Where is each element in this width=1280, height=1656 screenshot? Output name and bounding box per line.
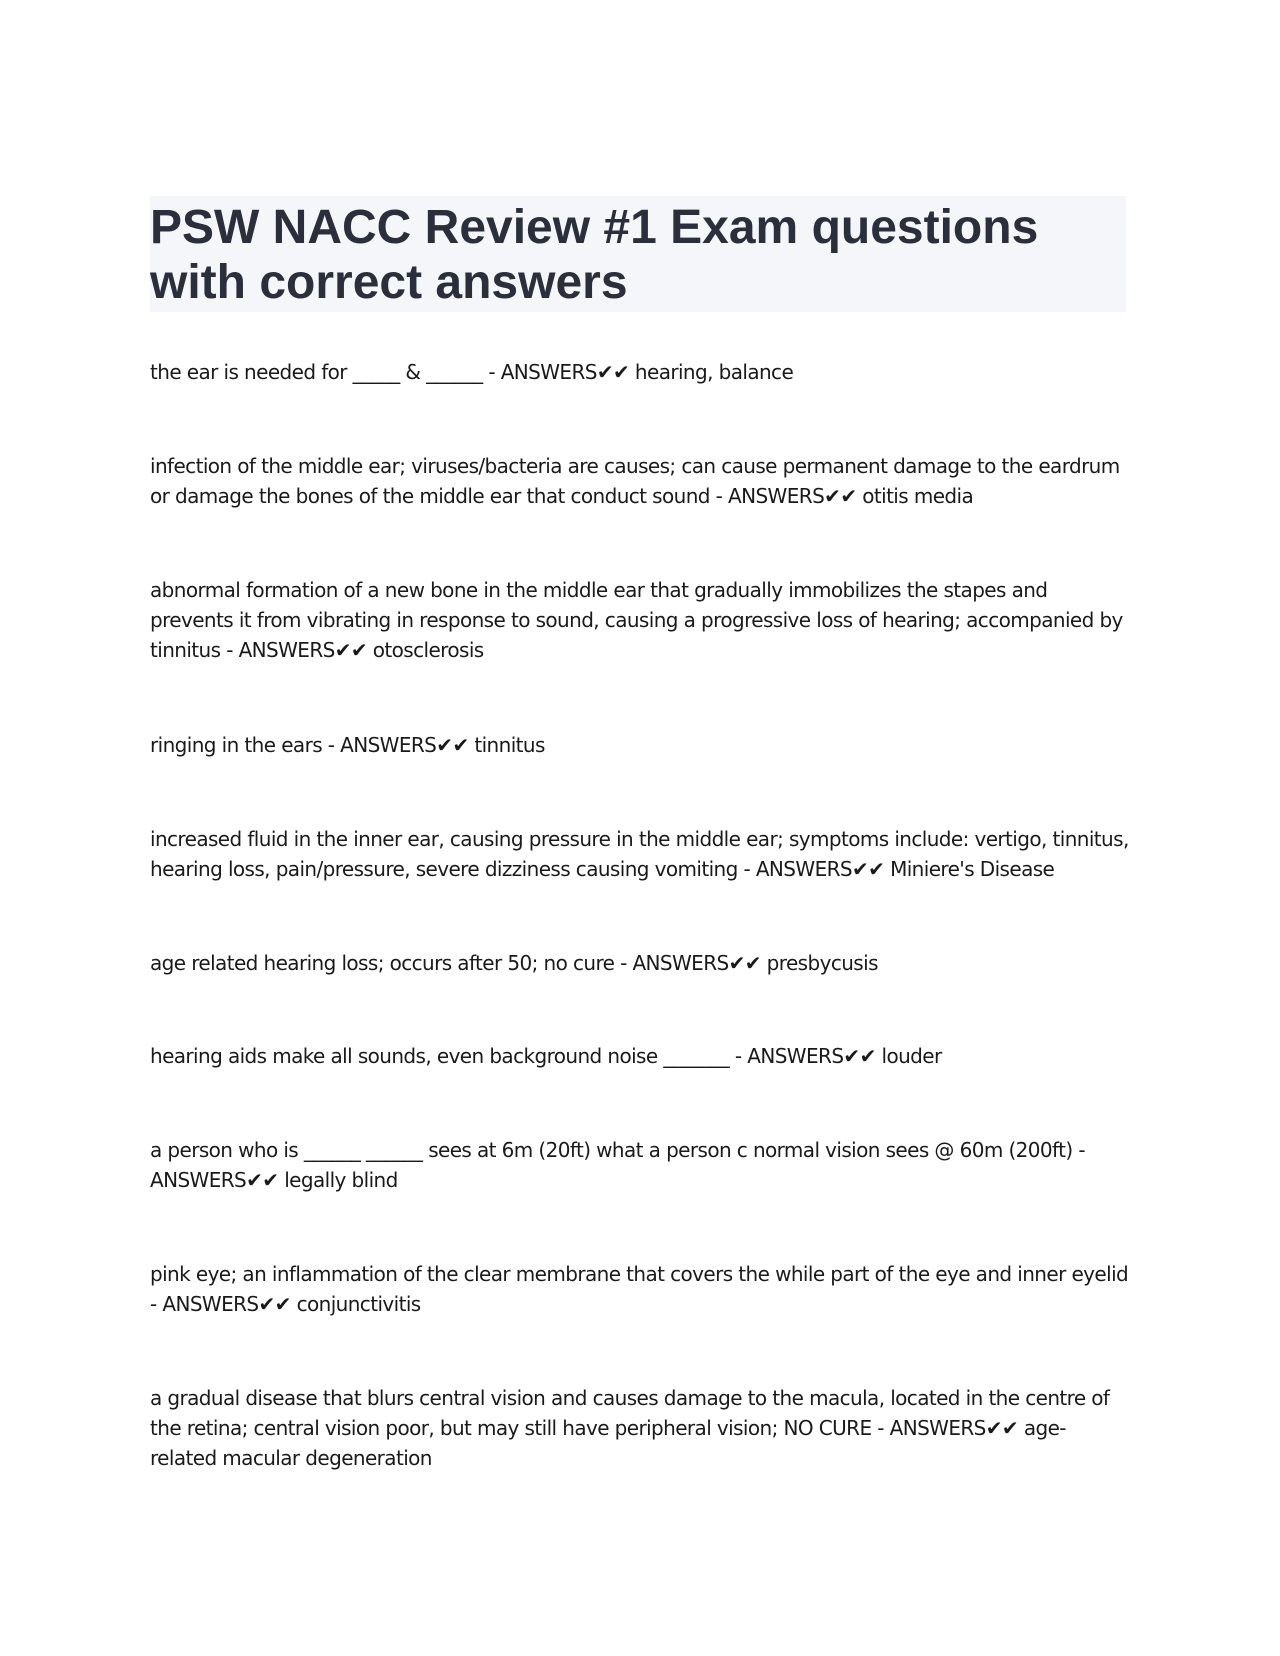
title-block — [150, 196, 1126, 312]
qa-item-5: increased fluid in the inner ear, causing pressure in the middle ear; symptoms include: vertigo, tinnitus, hearing loss, pain/pressure, severe dizziness causing vomiting - ANSWERS✔✔ Miniere's Disease — [150, 827, 1129, 881]
qa-item-8: a person who is ______ ______ sees at 6m (20ft) what a person c normal vision sees @ 60m (200ft) - ANSWERS✔✔ legally blind — [150, 1138, 1085, 1192]
qa-item-2: infection of the middle ear; viruses/bacteria are causes; can cause permanent damage to the eardrum or damage the bones of the middle ear that conduct sound - ANSWERS✔✔ otitis media — [150, 454, 1120, 508]
qa-item-7: hearing aids make all sounds, even background noise _______ - ANSWERS✔✔ louder — [150, 1044, 942, 1068]
qa-item-6: age related hearing loss; occurs after 50; no cure - ANSWERS✔✔ presbycusis — [150, 951, 878, 975]
qa-item-3: abnormal formation of a new bone in the middle ear that gradually immobilizes the stapes and prevents it from vibrating in response to sound, causing a progressive loss of hearing; accompanied by tinnitus - ANSWERS✔✔ otosclerosis — [150, 578, 1123, 662]
qa-item-1: the ear is needed for _____ & ______ - ANSWERS✔✔ hearing, balance — [150, 360, 794, 384]
document-title: PSW NACC Review #1 Exam questions with correct answers — [150, 201, 1039, 309]
qa-item-9: pink eye; an inflammation of the clear membrane that covers the while part of the eye and inner eyelid - ANSWERS✔✔ conjunctivitis — [150, 1262, 1129, 1316]
qa-item-10: a gradual disease that blurs central vision and causes damage to the macula, located in the centre of the retina; central vision poor, but may still have peripheral vision; NO CURE - ANSWERS✔✔ age-related macular degeneration — [150, 1386, 1110, 1470]
qa-item-4: ringing in the ears - ANSWERS✔✔ tinnitus — [150, 733, 545, 757]
